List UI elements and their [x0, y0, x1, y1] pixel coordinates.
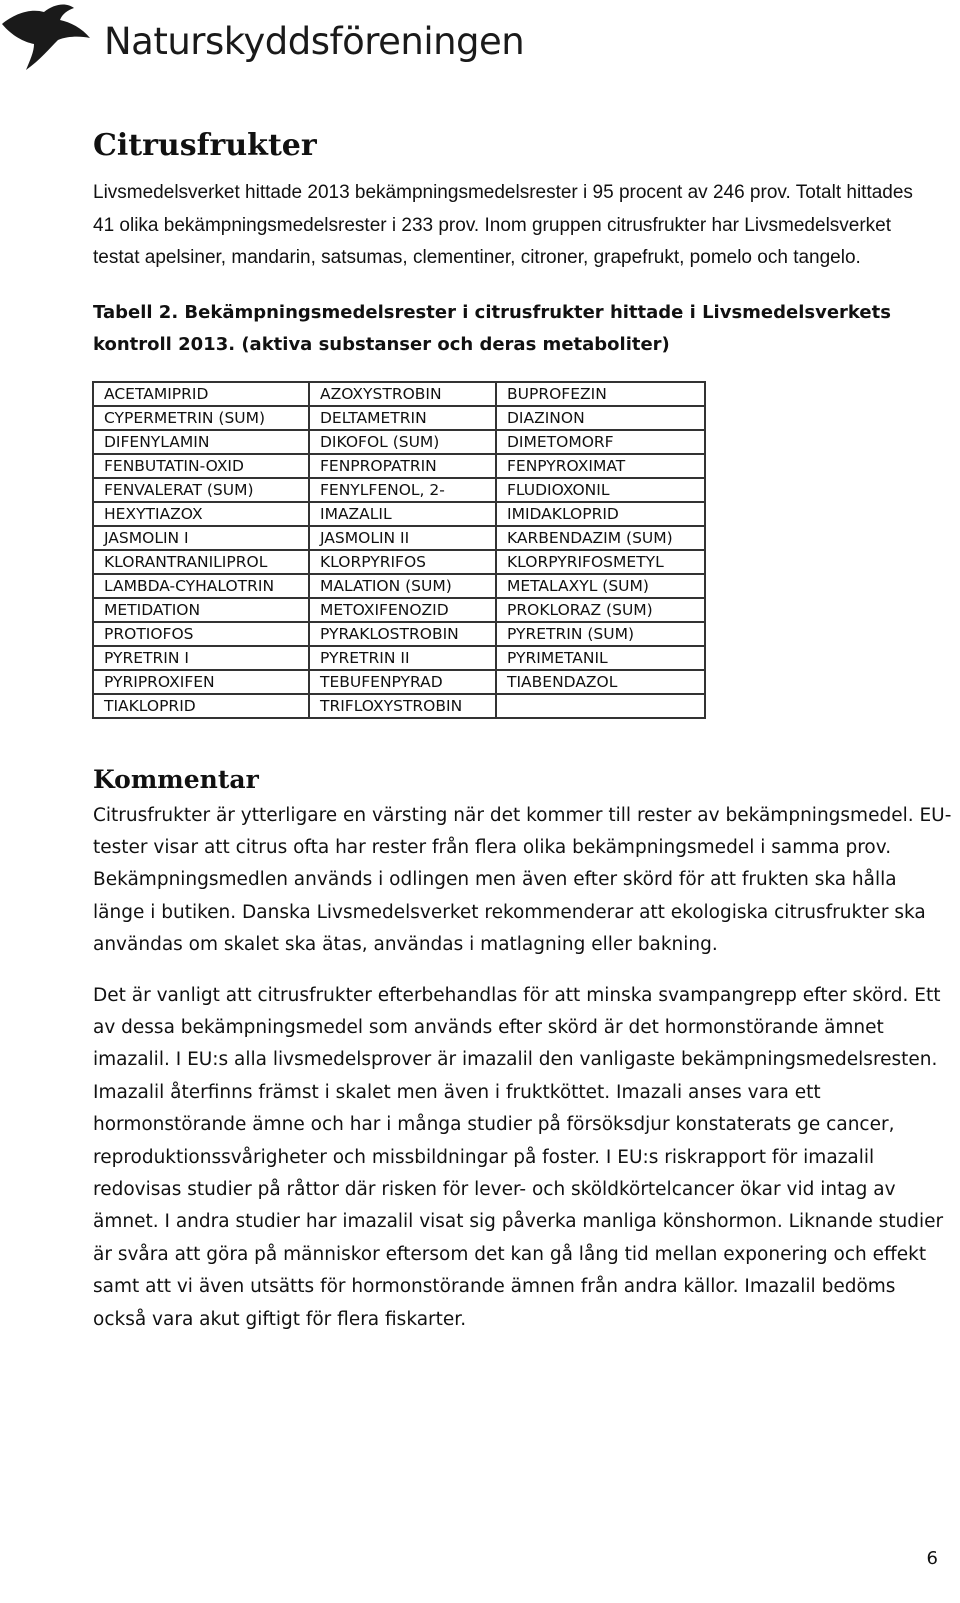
table-cell: IMIDAKLOPRID — [496, 502, 705, 526]
table-cell: METIDATION — [93, 598, 309, 622]
table-cell: PYRETRIN II — [309, 646, 496, 670]
table-row — [93, 574, 705, 598]
table-cell: AZOXYSTROBIN — [309, 382, 496, 406]
table-cell: METOXIFENOZID — [309, 598, 496, 622]
table-cell: DIMETOMORF — [496, 430, 705, 454]
table-cell: FENPYROXIMAT — [496, 454, 705, 478]
page-content — [93, 128, 953, 1336]
table-cell: PYRIPROXIFEN — [93, 670, 309, 694]
table-cell: BUPROFEZIN — [496, 382, 705, 406]
table-row — [93, 454, 705, 478]
bird-logo-icon — [0, 2, 92, 74]
table-cell: TRIFLOXYSTROBIN — [309, 694, 496, 718]
table-cell: PYRETRIN (SUM) — [496, 622, 705, 646]
table-cell — [496, 694, 705, 718]
table-cell: KLORPYRIFOS — [309, 550, 496, 574]
table-cell: TIABENDAZOL — [496, 670, 705, 694]
table-cell: DIKOFOL (SUM) — [309, 430, 496, 454]
table-cell: IMAZALIL — [309, 502, 496, 526]
table-cell: JASMOLIN I — [93, 526, 309, 550]
intro-paragraph: Livsmedelsverket hittade 2013 bekämpningsmedelsrester i 95 procent av 246 prov. Totalt hittades 41 olika bekämpningsmedelsrester i 233 prov. Inom gruppen citrusfrukter har Livsmedelsverket testat apelsiner, mandarin, satsumas, clementiner, citroner, grapefrukt, pomelo och tangelo. — [93, 182, 913, 268]
table-row — [93, 646, 705, 670]
table-row — [93, 406, 705, 430]
table-cell: PYRIMETANIL — [496, 646, 705, 670]
comment-paragraph-2: Det är vanligt att citrusfrukter efterbehandlas för att minska svampangrepp efter skörd. Ett av dessa bekämpningsmedel som används efter skörd är det hormonstörande ämnet imazalil. I EU:s alla livsmedelsprover är imazalil den vanligaste bekämpningsmedelsresten. Imazalil återfinns främst i skalet men även i fruktköttet. Imazali anses vara ett hormonstörande ämne och har i många studier på försöksdjur konstaterats ge cancer, reproduktionssvårigheter och missbildningar på foster. I EU:s riskrapport för imazalil redovisas studier på råttor där risken för lever- och sköldkörtelcancer ökar vid intag av ämnet. I andra studier har imazalil visat sig påverka manliga könshormon. Liknande studier är svåra att göra på människor eftersom det kan gå lång tid mellan exponering och effekt samt att vi även utsätts för hormonstörande ämnen från andra källor. Imazalil bedöms också vara akut giftigt för flera fiskarter. — [93, 984, 944, 1330]
comment-heading: Kommentar — [93, 764, 259, 794]
table-row — [93, 622, 705, 646]
table-cell: KARBENDAZIM (SUM) — [496, 526, 705, 550]
page-title: Citrusfrukter — [93, 128, 317, 163]
table-row — [93, 598, 705, 622]
table-cell: PROKLORAZ (SUM) — [496, 598, 705, 622]
table-cell: DELTAMETRIN — [309, 406, 496, 430]
table-cell: TEBUFENPYRAD — [309, 670, 496, 694]
table-caption: Tabell 2. Bekämpningsmedelsrester i citrusfrukter hittade i Livsmedelsverkets kontroll 2013. (aktiva substanser och deras metaboliter) — [93, 301, 891, 355]
table-row — [93, 526, 705, 550]
table-row — [93, 478, 705, 502]
table-cell: PYRETRIN I — [93, 646, 309, 670]
table-row — [93, 502, 705, 526]
table-cell: CYPERMETRIN (SUM) — [93, 406, 309, 430]
table-cell: DIAZINON — [496, 406, 705, 430]
table-cell: FENPROPATRIN — [309, 454, 496, 478]
table-cell: FENVALERAT (SUM) — [93, 478, 309, 502]
comment-paragraph-1: Citrusfrukter är ytterligare en värsting när det kommer till rester av bekämpningsmedel. EU-tester visar att citrus ofta har rester från flera olika bekämpningsmedel i samma prov. Bekämpningsmedlen används i odlingen men även efter skörd för att frukten ska hålla länge i butiken. Danska Livsmedelsverket rekommenderar att ekologiska citrusfrukter ska användas om skalet ska ätas, användas i matlagning eller bakning. — [93, 804, 952, 956]
table-row — [93, 694, 705, 718]
table-cell: METALAXYL (SUM) — [496, 574, 705, 598]
table-cell: KLORANTRANILIPROL — [93, 550, 309, 574]
table-row — [93, 550, 705, 574]
table-row — [93, 430, 705, 454]
table-row — [93, 670, 705, 694]
table-cell: JASMOLIN II — [309, 526, 496, 550]
brand-name: Naturskyddsföreningen — [104, 20, 525, 63]
table-cell: TIAKLOPRID — [93, 694, 309, 718]
table-cell: LAMBDA-CYHALOTRIN — [93, 574, 309, 598]
table-cell: FENBUTATIN-OXID — [93, 454, 309, 478]
substances-table — [92, 381, 706, 719]
table-cell: ACETAMIPRID — [93, 382, 309, 406]
table-cell: PROTIOFOS — [93, 622, 309, 646]
table-cell: HEXYTIAZOX — [93, 502, 309, 526]
table-cell: PYRAKLOSTROBIN — [309, 622, 496, 646]
page-number: 6 — [926, 1548, 938, 1569]
table-cell: FLUDIOXONIL — [496, 478, 705, 502]
table-cell: FENYLFENOL, 2- — [309, 478, 496, 502]
table-cell: KLORPYRIFOSMETYL — [496, 550, 705, 574]
table-row — [93, 382, 705, 406]
table-cell: MALATION (SUM) — [309, 574, 496, 598]
table-cell: DIFENYLAMIN — [93, 430, 309, 454]
